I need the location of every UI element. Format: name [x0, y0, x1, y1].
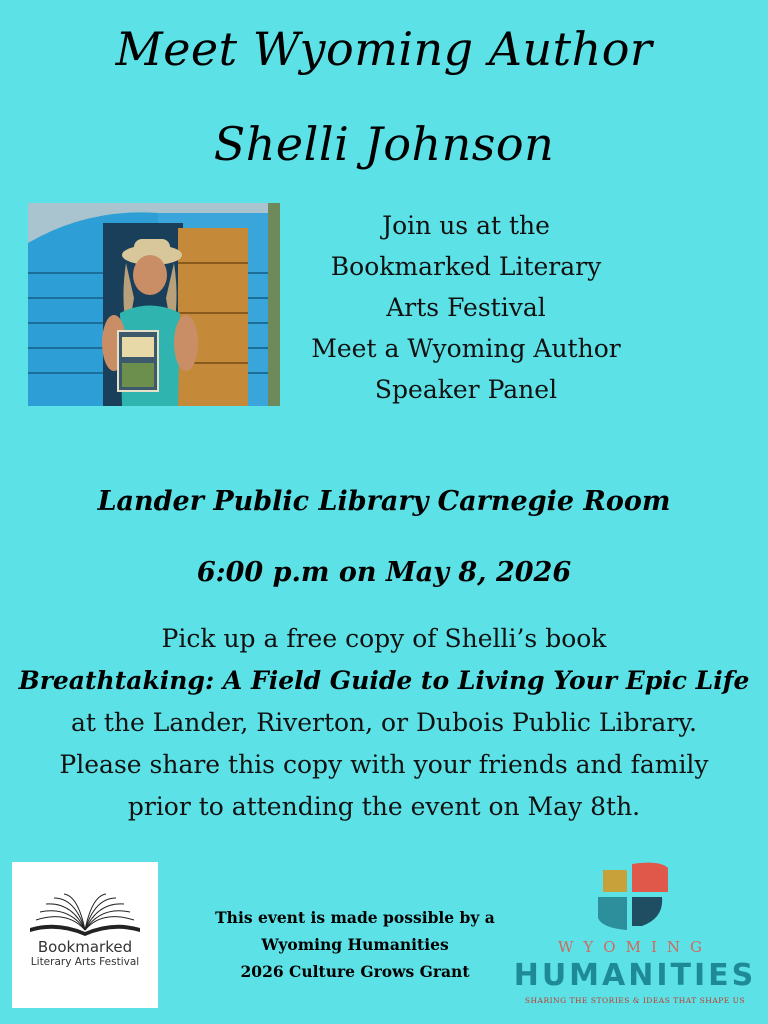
details-line: at the Lander, Riverton, or Dubois Public Library. [70, 708, 697, 737]
book-title: Breathtaking: A Field Guide to Living Your Epic Life [18, 666, 750, 695]
details-line: Pick up a free copy of Shelli’s book [161, 624, 607, 653]
title-line-1: Meet Wyoming Author [115, 22, 653, 76]
humanities-tagline: SHARING THE STORIES & IDEAS THAT SHAPE US [524, 996, 746, 1005]
details-line: prior to attending the event on May 8th. [127, 792, 641, 821]
event-location: Lander Public Library Carnegie Room [97, 486, 671, 517]
bookmarked-logo [12, 862, 158, 1008]
book-details [0, 618, 768, 828]
wyoming-humanities-logo [510, 858, 760, 1008]
humanities-wordmark: HUMANITIES [513, 958, 757, 993]
grant-credit [195, 904, 515, 985]
details-line: Please share this copy with your friends and family [59, 750, 709, 779]
event-datetime: 6:00 p.m on May 8, 2026 [196, 557, 572, 588]
author-photo [28, 203, 280, 406]
open-book-icon [12, 862, 158, 942]
grant-line: This event is made possible by a [215, 908, 495, 927]
intro-line: Speaker Panel [374, 375, 558, 404]
bookmarked-name: Bookmarked [37, 938, 133, 956]
wyoming-wordmark: WYOMING [557, 938, 712, 956]
intro-line: Arts Festival [386, 293, 546, 322]
intro-text [280, 205, 652, 410]
title-line-2: Shelli Johnson [213, 117, 555, 171]
intro-line: Join us at the [382, 211, 550, 240]
grant-line: Wyoming Humanities [261, 935, 449, 954]
bookmarked-subtitle: Literary Arts Festival [30, 956, 140, 968]
intro-line: Meet a Wyoming Author [311, 334, 621, 363]
author-photo-icon [28, 203, 280, 406]
leaf-cluster-icon [510, 858, 760, 938]
grant-line: 2026 Culture Grows Grant [240, 962, 470, 981]
intro-line: Bookmarked Literary [330, 252, 602, 281]
